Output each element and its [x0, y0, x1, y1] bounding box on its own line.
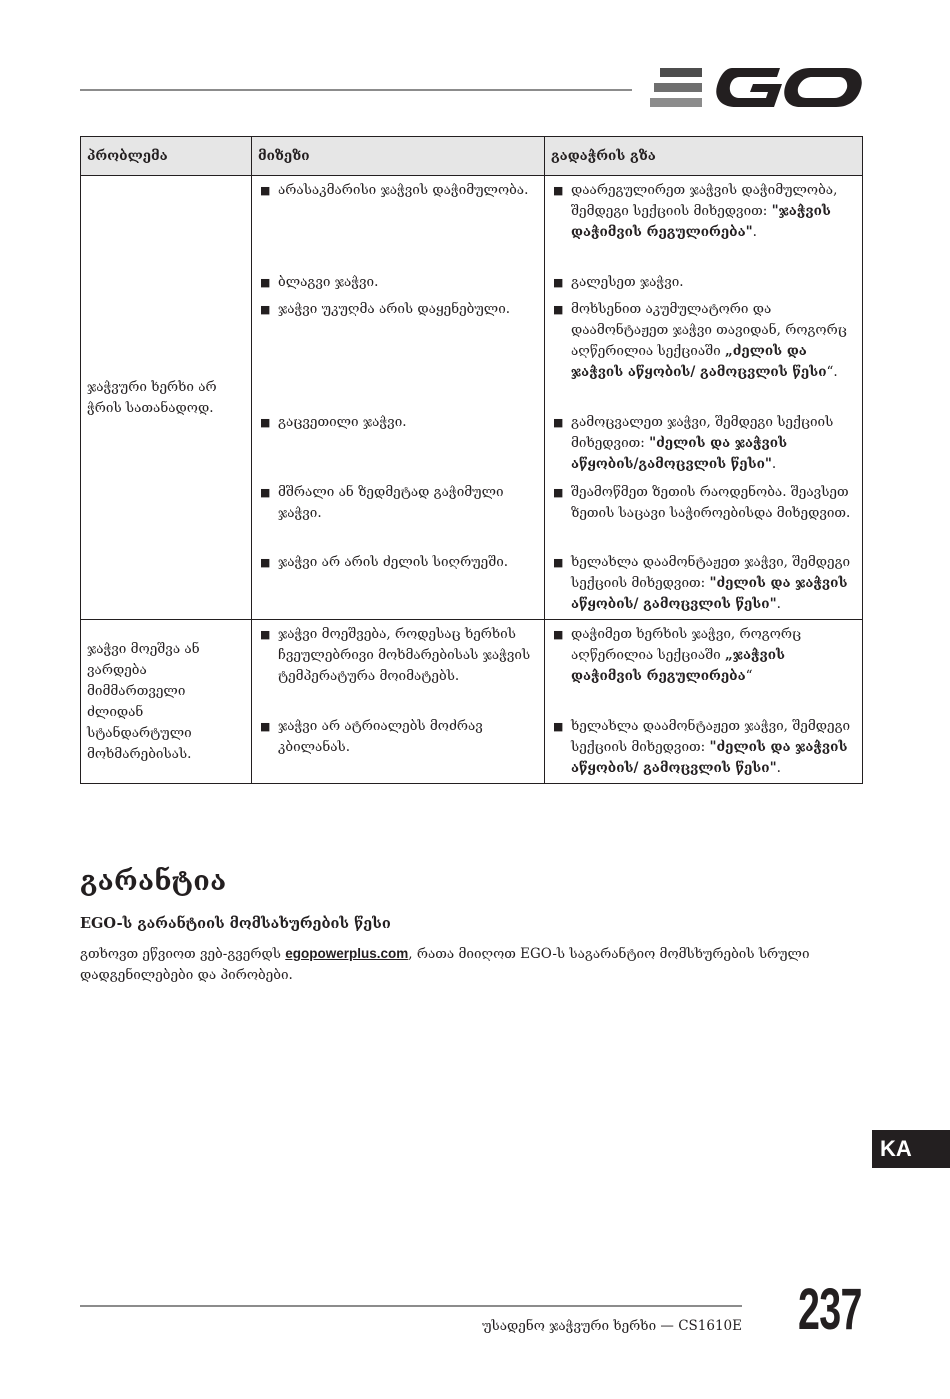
- cause-item: ■ ჯაჭვი არ ატრიალებს მოძრავ კბილანას.: [260, 718, 483, 755]
- column-header-solution: გადაჭრის გზა: [545, 137, 863, 176]
- solutions-cell: [545, 620, 863, 784]
- solution-item: ■ ხელახლა დაამონტაჟეთ ჯაჭვი, შემდეგი სექციის მიხედვით: "ძელის და ჯაჭვის აწყობის/ გამოცვლის წესი".: [553, 554, 851, 612]
- solution-item: ■ დაჭიმეთ ხერხის ჯაჭვი, როგორც აღწერილია სექციაში „ჯაჭვის დაჭიმვის რეგულირება“: [553, 626, 802, 684]
- cause-item: ■ არასაკმარისი ჯაჭვის დაჭიმულობა.: [260, 182, 529, 198]
- cause-item: ■ მშრალი ან ზედმეტად გაჭიმული ჯაჭვი.: [260, 484, 504, 521]
- table-header-row: [81, 137, 863, 176]
- language-tab: KA: [872, 1130, 950, 1168]
- column-header-cause: მიზეზი: [252, 137, 545, 176]
- solution-item: ■ გალესეთ ჯაჭვი.: [553, 274, 684, 290]
- table-row: [81, 620, 863, 784]
- cause-item: ■ ჯაჭვი მოეშვება, როდესაც ხერხის ჩვეულებრივი მოხმარებისას ჯაჭვის ტემპერატურა მოიმატებს.: [260, 626, 531, 684]
- cause-item: ■ ბლაგვი ჯაჭვი.: [260, 274, 379, 290]
- cause-item: ■ ჯაჭვი არ არის ძელის სიღრუეში.: [260, 554, 509, 570]
- problem-cell: [81, 176, 252, 620]
- footer-product-name: უსადენო ჯაჭვური ხერხი — CS1610E: [482, 1318, 742, 1334]
- header-rule: [80, 89, 632, 91]
- troubleshooting-table: [80, 136, 863, 784]
- table-row: [81, 176, 863, 620]
- solutions-cell: [545, 176, 863, 620]
- warranty-paragraph: გთხოვთ ეწვიოთ ვებ-გვერდს egopowerplus.com, რათა მიიღოთ EGO-ს საგარანტიო მომსხურების სრული დადგენილებები და პირობები.: [80, 946, 810, 983]
- cause-item: ■ ჯაჭვი უკუღმა არის დაყენებული.: [260, 301, 511, 317]
- cause-item: ■ გაცვეთილი ჯაჭვი.: [260, 414, 407, 430]
- page-number: 237: [798, 1277, 862, 1342]
- column-header-problem: პრობლემა: [81, 137, 252, 176]
- solution-item: ■ გამოცვალეთ ჯაჭვი, შემდეგი სექციის მიხედვით: "ძელის და ჯაჭვის აწყობის/გამოცვლის წესი".: [553, 414, 834, 472]
- footer-rule: [80, 1305, 742, 1307]
- solution-item: ■ შეამოწმეთ ზეთის რაოდენობა. შეავსეთ ზეთის საცავი საჭიროებისდა მიხედვით.: [553, 484, 851, 521]
- warranty-subtitle: EGO-ს გარანტიის მომსახურების წესი: [80, 915, 391, 932]
- problem-cell: [81, 620, 252, 784]
- solution-item: ■ დაარეგულირეთ ჯაჭვის დაჭიმულობა, შემდეგი სექციის მიხედვით: "ჯაჭვის დაჭიმვის რეგულირება".: [553, 182, 838, 240]
- causes-cell: [252, 176, 545, 620]
- problem-text: ჯაჭვური ხერხი არ ჭრის სათანადოდ.: [87, 378, 217, 416]
- warranty-title: გარანტია: [80, 866, 227, 897]
- solution-item: ■ მოხსენით აკუმულატორი და დაამონტაჟეთ ჯაჭვი თავიდან, როგორც აღწერილია სექციაში „ძელის და ჯაჭვის აწყობის/ გამოცვლის წესი“.: [553, 301, 847, 380]
- problem-text: ჯაჭვი მოეშვა ან ვარდება მიმმართველი ძლიდან სტანდარტული მოხმარებისას.: [87, 640, 200, 762]
- ego-logo: [650, 62, 862, 114]
- solution-item: ■ ხელახლა დაამონტაჟეთ ჯაჭვი, შემდეგი სექციის მიხედვით: "ძელის და ჯაჭვის აწყობის/ გამოცვლის წესი".: [553, 718, 851, 776]
- causes-cell: [252, 620, 545, 784]
- website-link[interactable]: egopowerplus.com: [285, 946, 409, 961]
